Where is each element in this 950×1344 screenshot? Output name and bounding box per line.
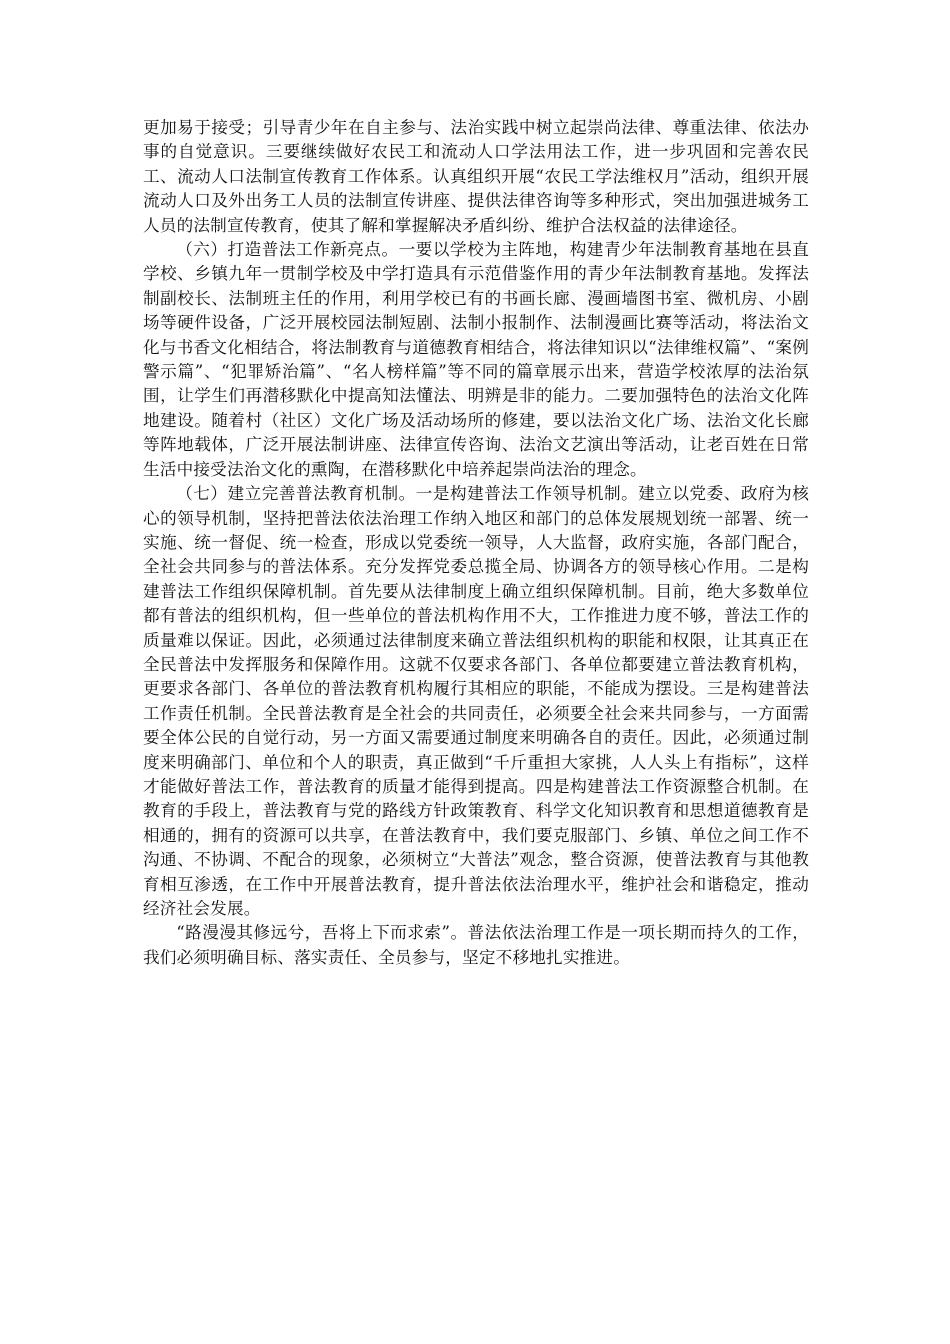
- paragraph-section-six: （六）打造普法工作新亮点。一要以学校为主阵地，构建青少年法制教育基地在县直学校、乡镇九年一贯制学校及中学打造具有示范借鉴作用的青少年法制教育基地。发挥法制副校长、法制班主任的作用，利用学校已有的书画长廊、漫画墙图书室、微机房、小剧场等硬件设备，广泛开展校园法制短剧、法制小报制作、法制漫画比赛等活动，将法治文化与书香文化相结合，将法制教育与道德教育相结合，将法律知识以“法律维权篇”、“案例警示篇”、“犯罪矫治篇”、“名人榜样篇”等不同的篇章展示出来，营造学校浓厚的法治氛围，让学生们再潜移默化中提高知法懂法、明辨是非的能力。二要加强特色的法治文化阵地建设。随着村（社区）文化广场及活动场所的修建，要以法治文化广场、法治文化长廊等阵地载体，广泛开展法制讲座、法律宣传咨询、法治文艺演出等活动，让老百姓在日常生活中接受法治文化的熏陶，在潜移默化中培养起崇尚法治的理念。: [143, 240, 809, 479]
- paragraph-continuation: 更加易于接受；引导青少年在自主参与、法治实践中树立起崇尚法律、尊重法律、依法办事的自觉意识。三要继续做好农民工和流动人口学法用法工作，进一步巩固和完善农民工、流动人口法制宣传教育工作体系。认真组织开展“农民工学法维权月”活动，组织开展流动人口及外出务工人员的法制宣传讲座、提供法律咨询等多种形式，突出加强进城务工人员的法制宣传教育，使其了解和掌握解决矛盾纠纷、维护合法权益的法律途径。: [143, 118, 809, 235]
- paragraph-section-seven: （七）建立完善普法教育机制。一是构建普法工作领导机制。建立以党委、政府为核心的领导机制，坚持把普法依法治理工作纳入地区和部门的总体发展规划统一部署、统一实施、统一督促、统一检查，形成以党委统一领导，人大监督，政府实施，各部门配合，全社会共同参与的普法体系。充分发挥党委总揽全局、协调各方的领导核心作用。二是构建普法工作组织保障机制。首先要从法律制度上确立组织保障机制。目前，绝大多数单位都有普法的组织机构，但一些单位的普法机构作用不大，工作推进力度不够，普法工作的质量难以保证。因此，必须通过法律制度来确立普法组织机构的职能和权限，让其真正在全民普法中发挥服务和保障作用。这就不仅要求各部门、各单位都要建立普法教育机构，更要求各部门、各单位的普法教育机构履行其相应的职能，不能成为摆设。三是构建普法工作责任机制。全民普法教育是全社会的共同责任，必须要全社会来共同参与，一方面需要全体公民的自觉行动，另一方面又需要通过制度来明确各自的责任。因此，必须通过制度来明确部门、单位和个人的职责，真正做到“千斤重担大家挑，人人头上有指标”，这样才能做好普法工作，普法教育的质量才能得到提高。四是构建普法工作资源整合机制。在教育的手段上，普法教育与党的路线方针政策教育、科学文化知识教育和思想道德教育是相通的，拥有的资源可以共享，在普法教育中，我们要克服部门、乡镇、单位之间工作不沟通、不协调、不配合的现象，必须树立“大普法”观念，整合资源，使普法教育与其他教育相互渗透，在工作中开展普法教育，提升普法依法治理水平，维护社会和谐稳定，推动经济社会发展。: [143, 484, 809, 918]
- document-page: [143, 116, 809, 970]
- paragraph-conclusion: “路漫漫其修远兮，吾将上下而求索”。普法依法治理工作是一项长期而持久的工作，我们必须明确目标、落实责任、全员参与，坚定不移地扎实推进。: [143, 923, 809, 967]
